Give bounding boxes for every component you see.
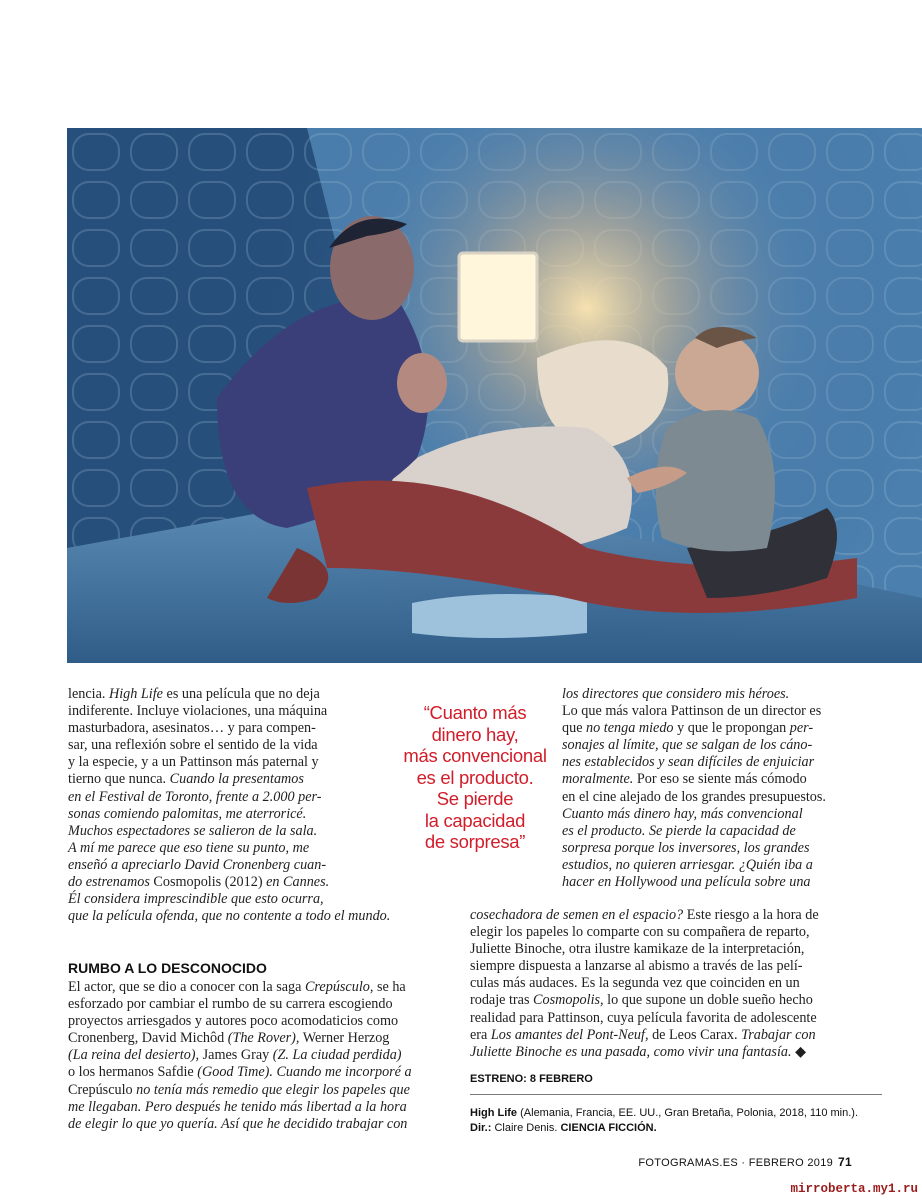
article-text-left-top	[68, 686, 440, 925]
text-run: y que le propongan	[673, 720, 790, 737]
text-run: de Leos Carax.	[648, 1026, 742, 1043]
text-run: culas más audaces. Es la segunda vez que coinciden en un	[470, 975, 800, 992]
text-run: indiferente. Incluye violaciones, una máquina	[68, 703, 328, 720]
text-run: do estrenamos	[68, 874, 154, 891]
text-line	[562, 823, 892, 840]
text-line	[68, 891, 440, 908]
text-run: Crepúsculo	[68, 1081, 137, 1098]
text-run: Crepúsculo,	[304, 979, 374, 995]
release-date: ESTRENO: 8 FEBRERO	[470, 1073, 593, 1085]
text-run: Por eso se siente más cómodo	[633, 771, 807, 788]
text-run: que la película ofenda, que no contente a todo el mundo.	[68, 908, 391, 925]
text-run: Los amantes del Pont-Neuf,	[490, 1026, 649, 1043]
text-run: hacer en Hollywood una película sobre una	[562, 874, 811, 891]
text-run: Muchos espectadores se salieron de la sala.	[68, 822, 318, 839]
text-line	[68, 1030, 468, 1047]
text-run: sonas comiendo palomitas, me aterroricé.	[68, 805, 307, 822]
text-run: es el producto. Se pierde la capacidad de	[562, 822, 796, 839]
text-line	[562, 874, 892, 891]
text-line	[562, 771, 892, 788]
text-line	[68, 1116, 468, 1133]
article-text-right-bottom	[470, 907, 892, 1061]
text-run: siempre dispuesta a lanzarse al abismo a través de las pelí-	[470, 958, 803, 975]
article-text-left-bottom	[68, 979, 468, 1133]
text-line	[470, 958, 892, 975]
text-run: o los hermanos Safdie	[68, 1064, 198, 1081]
text-line	[68, 703, 440, 720]
film-info	[470, 1106, 890, 1136]
text-line	[68, 840, 440, 857]
text-line	[562, 789, 892, 806]
text-line	[470, 1044, 892, 1061]
text-line	[68, 874, 440, 891]
text-run: rodaje tras	[470, 992, 534, 1009]
text-run: sonajes al límite, que se salgan de los cáno-	[562, 737, 813, 754]
text-run: (The Rover),	[227, 1030, 300, 1047]
text-run: moralmente.	[562, 771, 634, 788]
page-folio	[638, 1155, 852, 1169]
text-line	[562, 806, 892, 823]
text-run: Cosmopolis,	[533, 992, 604, 1009]
pull-quote	[400, 702, 550, 853]
text-line	[562, 720, 892, 737]
text-run: Cuanto más dinero hay, más convencional	[562, 805, 803, 822]
text-run: Trabajar con	[741, 1026, 816, 1043]
text-run: sorpresa porque los inversores, los grandes	[562, 839, 810, 856]
text-run: esforzado por cambiar el rumbo de su carrera escogiendo	[68, 996, 393, 1013]
text-line	[68, 686, 440, 703]
text-run: no tenía más remedio que elegir los papeles que	[136, 1081, 410, 1098]
text-run: ◆	[791, 1043, 806, 1060]
text-line	[68, 908, 440, 925]
text-run: Cuando la presentamos	[169, 771, 304, 788]
article-photo	[67, 128, 922, 663]
text-line	[68, 996, 468, 1013]
text-line	[68, 1099, 468, 1116]
text-line	[68, 806, 440, 823]
text-line	[562, 703, 892, 720]
film-details: (Alemania, Francia, EE. UU., Gran Bretaña, Polonia, 2018, 110 min.).	[517, 1107, 859, 1119]
text-run: (La reina del desierto),	[68, 1047, 200, 1064]
text-line	[562, 737, 892, 754]
text-run: Él considera imprescindible que esto ocurra,	[68, 891, 324, 908]
text-line	[68, 1064, 468, 1081]
text-line	[470, 1027, 892, 1044]
text-run: (Z. La ciudad perdida)	[272, 1047, 402, 1064]
film-title: High Life	[470, 1107, 518, 1119]
text-run: me llegaban. Pero después he tenido más libertad a la hora	[68, 1098, 407, 1115]
text-run: enseñó a apreciarlo David Cronenberg cuan-	[68, 856, 327, 873]
text-line	[68, 823, 440, 840]
text-line	[562, 840, 892, 857]
pull-quote-line: de sorpresa”	[424, 831, 526, 852]
text-line	[68, 754, 440, 771]
page-number: 71	[838, 1155, 852, 1169]
text-run: de elegir lo que yo quería. Así que he decidido trabajar con	[68, 1115, 408, 1132]
text-line	[470, 941, 892, 958]
text-line	[68, 737, 440, 754]
text-run: los directores que considero mis héroes.	[562, 686, 790, 702]
text-run: Werner Herzog	[299, 1030, 390, 1047]
text-run: elegir los papeles lo comparte con su compañera de reparto,	[470, 924, 810, 941]
pull-quote-line: dinero hay,	[431, 723, 519, 745]
text-run: (Good Time). Cuando me incorporé a	[197, 1064, 412, 1081]
pull-quote-line: la capacidad	[424, 809, 526, 831]
text-run: estudios, no quieren arriesgar. ¿Quién iba a	[562, 856, 813, 873]
text-run: El actor, que se dio a conocer con la saga	[68, 979, 305, 995]
watermark: mirroberta.my1.ru	[790, 1182, 918, 1196]
text-run: Juliette Binoche, otra ilustre kamikaze de la interpretación,	[470, 941, 805, 958]
photo-illustration	[67, 128, 922, 663]
text-line	[68, 771, 440, 788]
article-text-right-top	[562, 686, 892, 891]
text-run: lencia.	[68, 686, 109, 702]
text-line	[470, 907, 892, 924]
text-run: tierno que nunca.	[68, 771, 170, 788]
text-run: cosechadora de semen en el espacio?	[470, 907, 684, 923]
pull-quote-line: Se pierde	[436, 788, 514, 809]
text-run: Cosmopolis (2012)	[153, 874, 267, 891]
film-info-line1	[470, 1106, 890, 1121]
text-run: per-	[789, 720, 814, 737]
section-heading: RUMBO A LO DESCONOCIDO	[68, 960, 267, 976]
text-run: era	[470, 1026, 491, 1043]
text-line	[562, 686, 892, 703]
text-run: en el cine alejado de los grandes presupuestos.	[562, 788, 826, 805]
genre: CIENCIA FICCIÓN.	[560, 1122, 657, 1134]
director-label: Dir.:	[470, 1122, 492, 1134]
text-line	[68, 720, 440, 737]
text-run: nes establecidos y sean difíciles de enjuiciar	[562, 754, 815, 771]
text-run: realidad para Pattinson, cuya película favorita de adolescente	[470, 1009, 817, 1026]
text-run: en Cannes.	[266, 874, 330, 891]
text-line	[562, 754, 892, 771]
text-run: lo que supone un doble sueño hecho	[603, 992, 813, 1009]
pull-quote-line: es el producto.	[416, 766, 534, 788]
text-run: Juliette Binoche es una pasada, como vivir una fantasía.	[470, 1043, 792, 1060]
pull-quote-line: “Cuanto más	[423, 702, 527, 723]
text-run: A mí me parece que eso tiene su punto, me	[68, 839, 310, 856]
text-line	[68, 789, 440, 806]
text-run: es una película que no deja	[162, 686, 320, 702]
folio-text: FOTOGRAMAS.ES · FEBRERO 2019	[638, 1157, 834, 1169]
text-run: se ha	[373, 979, 406, 995]
text-run: que	[562, 720, 587, 737]
text-line	[470, 924, 892, 941]
text-run: Lo que más valora Pattinson de un director es	[562, 703, 822, 720]
film-info-line2	[470, 1121, 890, 1136]
text-run: Este riesgo a la hora de	[683, 907, 819, 923]
text-run: no tenga miedo	[586, 720, 674, 737]
text-run: High Life	[108, 686, 163, 702]
divider	[470, 1094, 882, 1095]
text-run: masturbadora, asesinatos… y para compen-	[68, 720, 316, 737]
text-line	[68, 979, 468, 996]
text-run: Cronenberg, David Michôd	[68, 1030, 228, 1047]
text-line	[470, 992, 892, 1009]
text-run: y la especie, y a un Pattinson más paternal y	[68, 754, 319, 771]
text-line	[68, 857, 440, 874]
director-name: Claire Denis.	[491, 1122, 561, 1134]
text-line	[68, 1082, 468, 1099]
text-line	[68, 1013, 468, 1030]
pull-quote-line: más convencional	[403, 745, 547, 766]
text-run: proyectos arriesgados y autores poco acomodaticios como	[68, 1013, 399, 1030]
text-run: James Gray	[199, 1047, 273, 1064]
text-line	[470, 1010, 892, 1027]
text-run: sar, una reflexión sobre el sentido de la vida	[68, 737, 318, 754]
text-run: en el Festival de Toronto, frente a 2.000 per-	[68, 788, 322, 805]
text-line	[470, 975, 892, 992]
text-line	[562, 857, 892, 874]
text-line	[68, 1047, 468, 1064]
